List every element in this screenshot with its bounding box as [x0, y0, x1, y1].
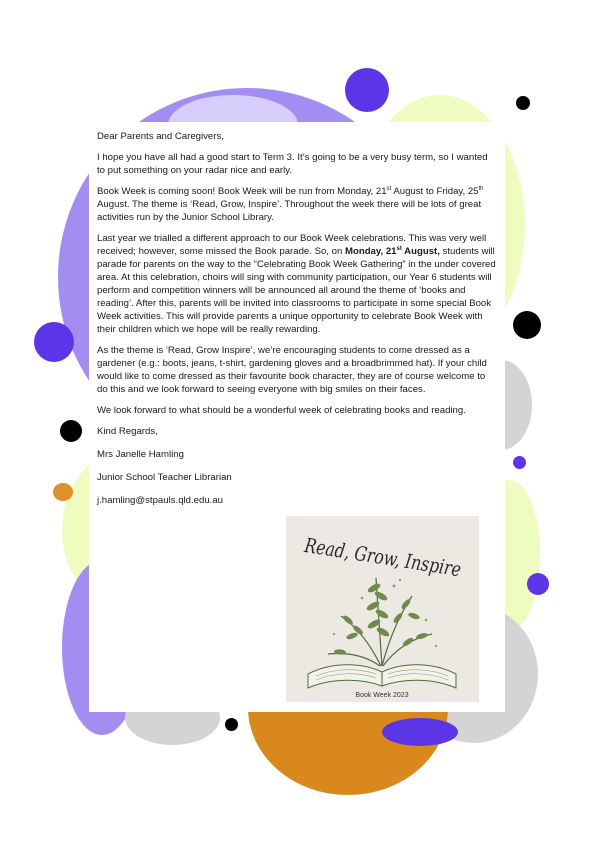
black-dot-top-right — [516, 96, 530, 110]
black-dot-right — [513, 311, 541, 339]
black-dot-bottom — [225, 718, 238, 731]
book-week-artwork — [286, 516, 506, 702]
signature-block — [97, 425, 496, 507]
salutation: Dear Parents and Caregivers, — [97, 131, 224, 142]
violet-dot-top — [345, 68, 389, 112]
plant-leaves — [334, 582, 429, 655]
signer-role: Junior School Teacher Librarian — [97, 472, 232, 483]
violet-oval-bottom — [382, 718, 458, 746]
paragraph-term-intro: I hope you have all had a good start to Term 3. It’s going to be a very busy term, so I wanted to put something on your radar nice and early. — [97, 152, 488, 176]
closing-regards: Kind Regards, — [97, 426, 158, 437]
paragraph-book-parade: Last year we trialled a different approach to our Book Week celebrations. This was very well received; however, some missed the Book parade. So, on Monday, 21st August, students will parade for parents on the way to the “Celebrating Book Week Gathering” in the under covered area. At this celebration, choirs will sing with community participation, our Year 6 students will perform and competition winners will be announced all around the theme of ‘books and reading’. After this, parents will be invited into classrooms to participate in some special Book Week activities. This will provide parents a unique opportunity to celebrate Book Week with their children which we hope will be really rewarding. — [97, 233, 496, 335]
orange-dot-left — [53, 483, 73, 501]
artwork-title: Read, Grow, Inspire — [302, 532, 506, 589]
artwork-caption: Book Week 2023 — [355, 692, 409, 699]
open-book — [308, 665, 456, 688]
signer-name: Mrs Janelle Hamling — [97, 449, 184, 460]
open-book-with-plants-illustration — [286, 516, 506, 702]
signer-email-link[interactable]: j.hamling@stpauls.qld.edu.au — [97, 495, 224, 506]
paragraph-closing-wish: We look forward to what should be a wonderful week of celebrating books and reading. — [97, 405, 466, 416]
violet-dot-bottom-right — [527, 573, 549, 595]
violet-dot-left — [34, 322, 74, 362]
paragraph-dress-up: As the theme is ‘Read, Grow Inspire’, we’re encouraging students to come dressed as a gardener (e.g.: boots, jeans, t-shirt, gardening gloves and a broadbrimmed hat). If your child would like to come dressed as their favourite book character, they are of course welcome to do this and we look forward to seeing everyone with big smiles on their faces. — [97, 345, 487, 395]
letter-card — [89, 122, 505, 712]
black-dot-left — [60, 420, 82, 442]
violet-dot-small-right — [513, 456, 526, 469]
paragraph-book-week-dates: Book Week is coming soon! Book Week will be run from Monday, 21st August to Friday, 25th August. The theme is ‘Read, Grow, Inspire’. Throughout the week there will be lots of great activities run by the Junior School Library. — [97, 185, 484, 223]
